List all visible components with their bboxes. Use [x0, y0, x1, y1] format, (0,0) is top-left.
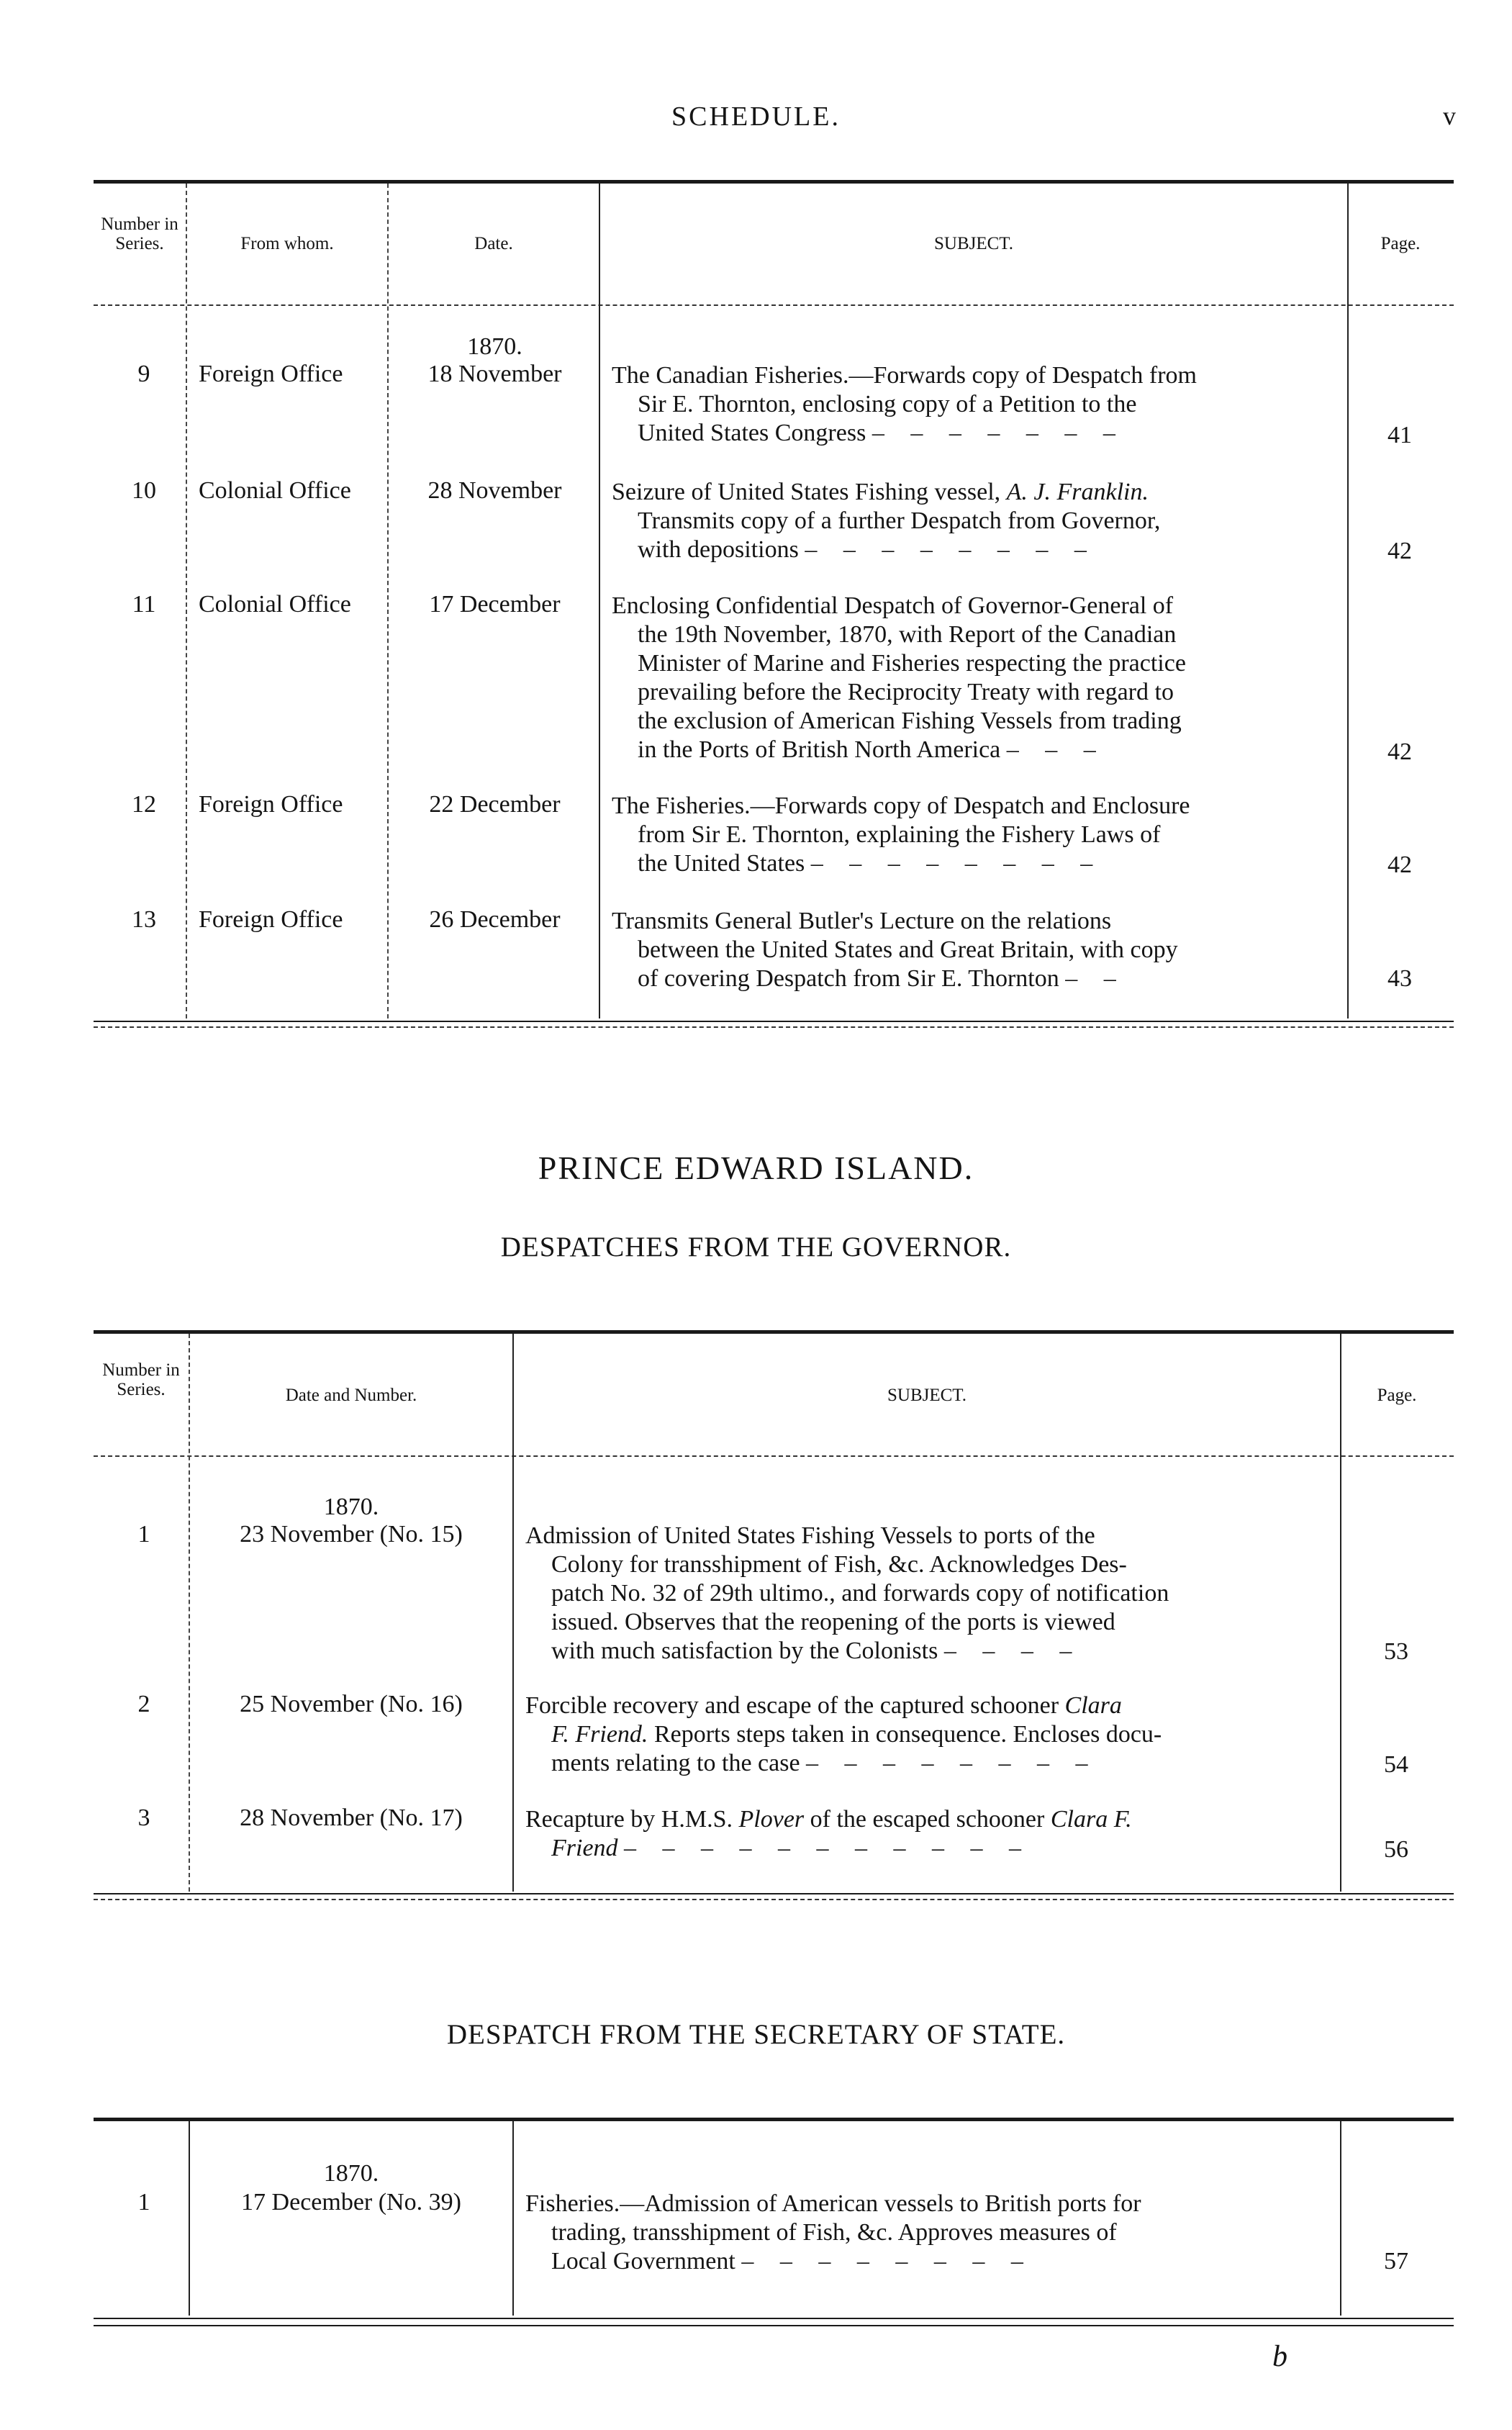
subject-line: Colony for transshipment of Fish, &c. Acknowledges Des- — [551, 1551, 1127, 1578]
header-number: Number in Series. — [101, 214, 178, 253]
row-date: 17 December — [429, 591, 561, 618]
subject-line: issued. Observes that the reopening of the ports is viewed — [551, 1609, 1115, 1635]
header-number: Number in Series. — [102, 1360, 180, 1399]
row-page: 54 — [1384, 1751, 1408, 1778]
row-page: 42 — [1387, 538, 1412, 564]
row-date: 18 November — [427, 361, 562, 387]
row-year: 1870. — [323, 2160, 379, 2187]
row-number: 13 — [132, 906, 156, 933]
column-divider — [599, 184, 600, 1018]
row-page: 53 — [1384, 1638, 1408, 1665]
header-subject: SUBJECT. — [934, 234, 1013, 253]
header-page: Page. — [1377, 1386, 1417, 1405]
subject-line: Transmits General Butler's Lecture on the relations — [612, 908, 1112, 934]
subject-line: the United States – – – – – – – – — [638, 850, 1103, 877]
section-title: DESPATCH FROM THE SECRETARY OF STATE. — [446, 2019, 1066, 2050]
signature-mark: b — [1272, 2340, 1287, 2373]
row-page: 42 — [1387, 739, 1412, 765]
row-date: 26 December — [429, 906, 561, 933]
header-date: Date. — [474, 234, 513, 253]
subject-line: Enclosing Confidential Despatch of Governor-General of — [612, 592, 1174, 619]
subject-line: with much satisfaction by the Colonists – – – – — [551, 1638, 1082, 1664]
column-divider — [189, 1334, 190, 1892]
table-bottom-rule — [94, 1021, 1454, 1022]
row-date: 17 December (No. 39) — [241, 2189, 461, 2216]
subject-line: from Sir E. Thornton, explaining the Fishery Laws of — [638, 821, 1161, 848]
table-bottom-rule-2 — [94, 2325, 1454, 2326]
column-divider — [1340, 2121, 1341, 2316]
subject-line: Forcible recovery and escape of the captured schooner Clara — [525, 1692, 1122, 1719]
subject-line: Seizure of United States Fishing vessel, A. J. Franklin. — [612, 479, 1149, 505]
subject-line: patch No. 32 of 29th ultimo., and forwards copy of notification — [551, 1580, 1169, 1607]
row-subject — [612, 907, 1331, 993]
row-date: 28 November — [427, 477, 562, 504]
row-date: 22 December — [429, 791, 561, 818]
row-date: 28 November (No. 17) — [240, 1805, 463, 1831]
row-from: Foreign Office — [199, 791, 343, 818]
table-bottom-rule-2 — [94, 1899, 1454, 1900]
table-top-rule — [94, 2118, 1454, 2121]
row-from: Foreign Office — [199, 361, 343, 387]
row-subject — [612, 792, 1331, 878]
row-subject — [525, 1522, 1328, 1666]
header-from: From whom. — [240, 234, 334, 253]
header-rule — [94, 304, 1454, 306]
column-divider — [1340, 1334, 1341, 1892]
table-bottom-rule — [94, 2318, 1454, 2319]
subject-line: prevailing before the Reciprocity Treaty with regard to — [638, 679, 1174, 705]
row-year: 1870. — [323, 1494, 379, 1520]
subject-line: The Canadian Fisheries.—Forwards copy of Despatch from — [612, 362, 1197, 389]
subject-line: with depositions – – – – – – – – — [638, 536, 1097, 563]
row-from: Colonial Office — [199, 591, 351, 618]
header-rule — [94, 1455, 1454, 1457]
subject-line: Local Government – – – – – – – – — [551, 2248, 1033, 2275]
subject-line: The Fisheries.—Forwards copy of Despatch and Enclosure — [612, 792, 1190, 819]
column-divider — [512, 2121, 514, 2316]
row-number: 10 — [132, 477, 156, 504]
row-subject — [525, 2190, 1328, 2276]
subject-line: Fisheries.—Admission of American vessels to British ports for — [525, 2190, 1141, 2217]
subject-line: the 19th November, 1870, with Report of the Canadian — [638, 621, 1177, 648]
row-page: 56 — [1384, 1836, 1408, 1863]
subject-line: F. Friend. Reports steps taken in consequence. Encloses docu- — [551, 1721, 1162, 1748]
row-subject — [525, 1805, 1328, 1863]
table-top-rule — [94, 1330, 1454, 1334]
running-title: SCHEDULE. — [671, 101, 841, 132]
subject-line: Admission of United States Fishing Vessels to ports of the — [525, 1522, 1095, 1549]
row-subject — [612, 361, 1331, 448]
row-number: 3 — [137, 1805, 150, 1831]
column-divider — [1347, 184, 1349, 1018]
subject-line: ments relating to the case – – – – – – – – — [551, 1750, 1098, 1776]
row-number: 12 — [132, 791, 156, 818]
row-page: 57 — [1384, 2248, 1408, 2275]
subject-line: Minister of Marine and Fisheries respecting the practice — [638, 650, 1186, 677]
row-from: Foreign Office — [199, 906, 343, 933]
row-subject — [525, 1691, 1328, 1778]
subject-line: Transmits copy of a further Despatch from Governor, — [638, 507, 1161, 534]
subject-line: Recapture by H.M.S. Plover of the escaped schooner Clara F. — [525, 1806, 1132, 1833]
subject-line: in the Ports of British North America – – – — [638, 736, 1106, 763]
row-date: 25 November (No. 16) — [240, 1691, 463, 1717]
row-subject — [612, 592, 1331, 764]
subject-line: United States Congress – – – – – – – — [638, 420, 1126, 446]
column-divider — [186, 184, 187, 1018]
row-date: 23 November (No. 15) — [240, 1521, 463, 1548]
section-subtitle: DESPATCHES FROM THE GOVERNOR. — [500, 1232, 1012, 1263]
row-number: 2 — [137, 1691, 150, 1717]
subject-line: Sir E. Thornton, enclosing copy of a Petition to the — [638, 391, 1137, 417]
row-number: 1 — [137, 1521, 150, 1548]
header-subject: SUBJECT. — [887, 1386, 966, 1405]
row-number: 11 — [132, 591, 156, 618]
row-page: 42 — [1387, 852, 1412, 878]
column-divider — [512, 1334, 514, 1892]
subject-line: Friend – – – – – – – – – – – — [551, 1835, 1032, 1861]
row-page: 43 — [1387, 965, 1412, 992]
subject-line: trading, transshipment of Fish, &c. Approves measures of — [551, 2219, 1117, 2246]
row-page: 41 — [1387, 422, 1412, 448]
subject-line: the exclusion of American Fishing Vessels from trading — [638, 708, 1182, 734]
row-subject — [612, 478, 1331, 564]
section-title: PRINCE EDWARD ISLAND. — [538, 1149, 974, 1186]
subject-line: between the United States and Great Britain, with copy — [638, 936, 1178, 963]
header-page: Page. — [1380, 234, 1421, 253]
row-from: Colonial Office — [199, 477, 351, 504]
table-bottom-rule-2 — [94, 1026, 1454, 1028]
row-year: 1870. — [467, 333, 522, 360]
table-bottom-rule — [94, 1893, 1454, 1894]
subject-line: of covering Despatch from Sir E. Thornton – – — [638, 965, 1126, 992]
header-date: Date and Number. — [285, 1386, 417, 1405]
table-top-rule — [94, 180, 1454, 184]
page-number-roman: v — [1443, 101, 1456, 130]
column-divider — [387, 184, 389, 1018]
row-number: 1 — [137, 2189, 150, 2216]
row-number: 9 — [137, 361, 150, 387]
column-divider — [189, 2121, 190, 2316]
